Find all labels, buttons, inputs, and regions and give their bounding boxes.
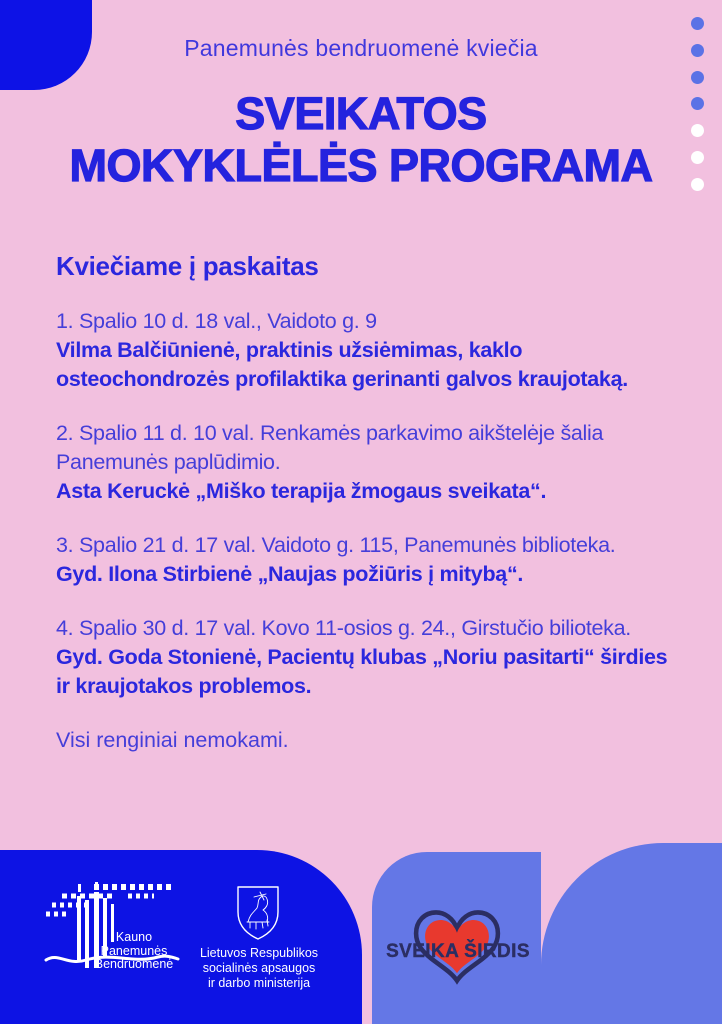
ministry-line-2: socialinės apsaugos: [202, 961, 316, 975]
event-3-line-1: 3. Spalio 21 d. 17 val. Vaidoto g. 115, Panemunės biblioteka.: [56, 533, 616, 557]
poster-title-line-1: SVEIKATOS: [235, 88, 487, 139]
event-4-line-3: ir kraujotakos problemos.: [56, 674, 312, 698]
community-name-line-2: Bendruomenė: [94, 957, 174, 971]
event-3-line-2: Gyd. Ilona Stirbienė „Naujas požiūris į mitybą“.: [56, 562, 524, 586]
ministry-label: [178, 946, 340, 991]
kicker-text: Panemunės bendruomenė kviečia: [184, 35, 538, 61]
events-section: [56, 250, 686, 755]
section-heading: Kviečiame į paskaitas: [56, 251, 319, 281]
event-1-line-3: osteochondrozės profilaktika gerinanti galvos kraujotaką.: [56, 367, 628, 391]
community-name-line-1: Kauno Panemunės: [100, 930, 168, 958]
event-4: [56, 614, 686, 701]
community-logo-label: [84, 931, 184, 972]
dot-decoration: [691, 71, 704, 84]
ministry-coat-of-arms-icon: [234, 884, 282, 942]
healthy-heart-label: SVEIKA ŠIRDIS: [386, 941, 530, 962]
event-2-line-3: Asta Keruckė „Miško terapija žmogaus sveikata“.: [56, 479, 547, 503]
event-1-line-1: 1. Spalio 10 d. 18 val., Vaidoto g. 9: [56, 309, 377, 333]
footer-periwinkle-shape-right: [541, 843, 722, 1024]
event-1: [56, 307, 686, 394]
free-events-note: Visi renginiai nemokami.: [56, 728, 289, 752]
event-2-line-1: 2. Spalio 11 d. 10 val. Renkamės parkavimo aikštelėje šalia: [56, 421, 604, 445]
poster-title-line-2: MOKYKLĖLĖS PROGRAMA: [69, 140, 653, 191]
ministry-line-1: Lietuvos Respublikos: [199, 946, 319, 960]
event-1-line-2: Vilma Balčiūnienė, praktinis užsiėmimas, kaklo: [56, 338, 523, 362]
event-4-line-1: 4. Spalio 30 d. 17 val. Kovo 11-osios g. 24., Girstučio bilioteka.: [56, 616, 631, 640]
ministry-line-3: ir darbo ministerija: [207, 976, 311, 990]
event-2-line-2: Panemunės paplūdimio.: [56, 450, 281, 474]
poster-title: [0, 88, 722, 192]
event-3: [56, 531, 686, 589]
event-4-line-2: Gyd. Goda Stonienė, Pacientų klubas „Noriu pasitarti“ širdies: [56, 645, 668, 669]
dot-decoration: [691, 17, 704, 30]
event-2: [56, 419, 686, 506]
